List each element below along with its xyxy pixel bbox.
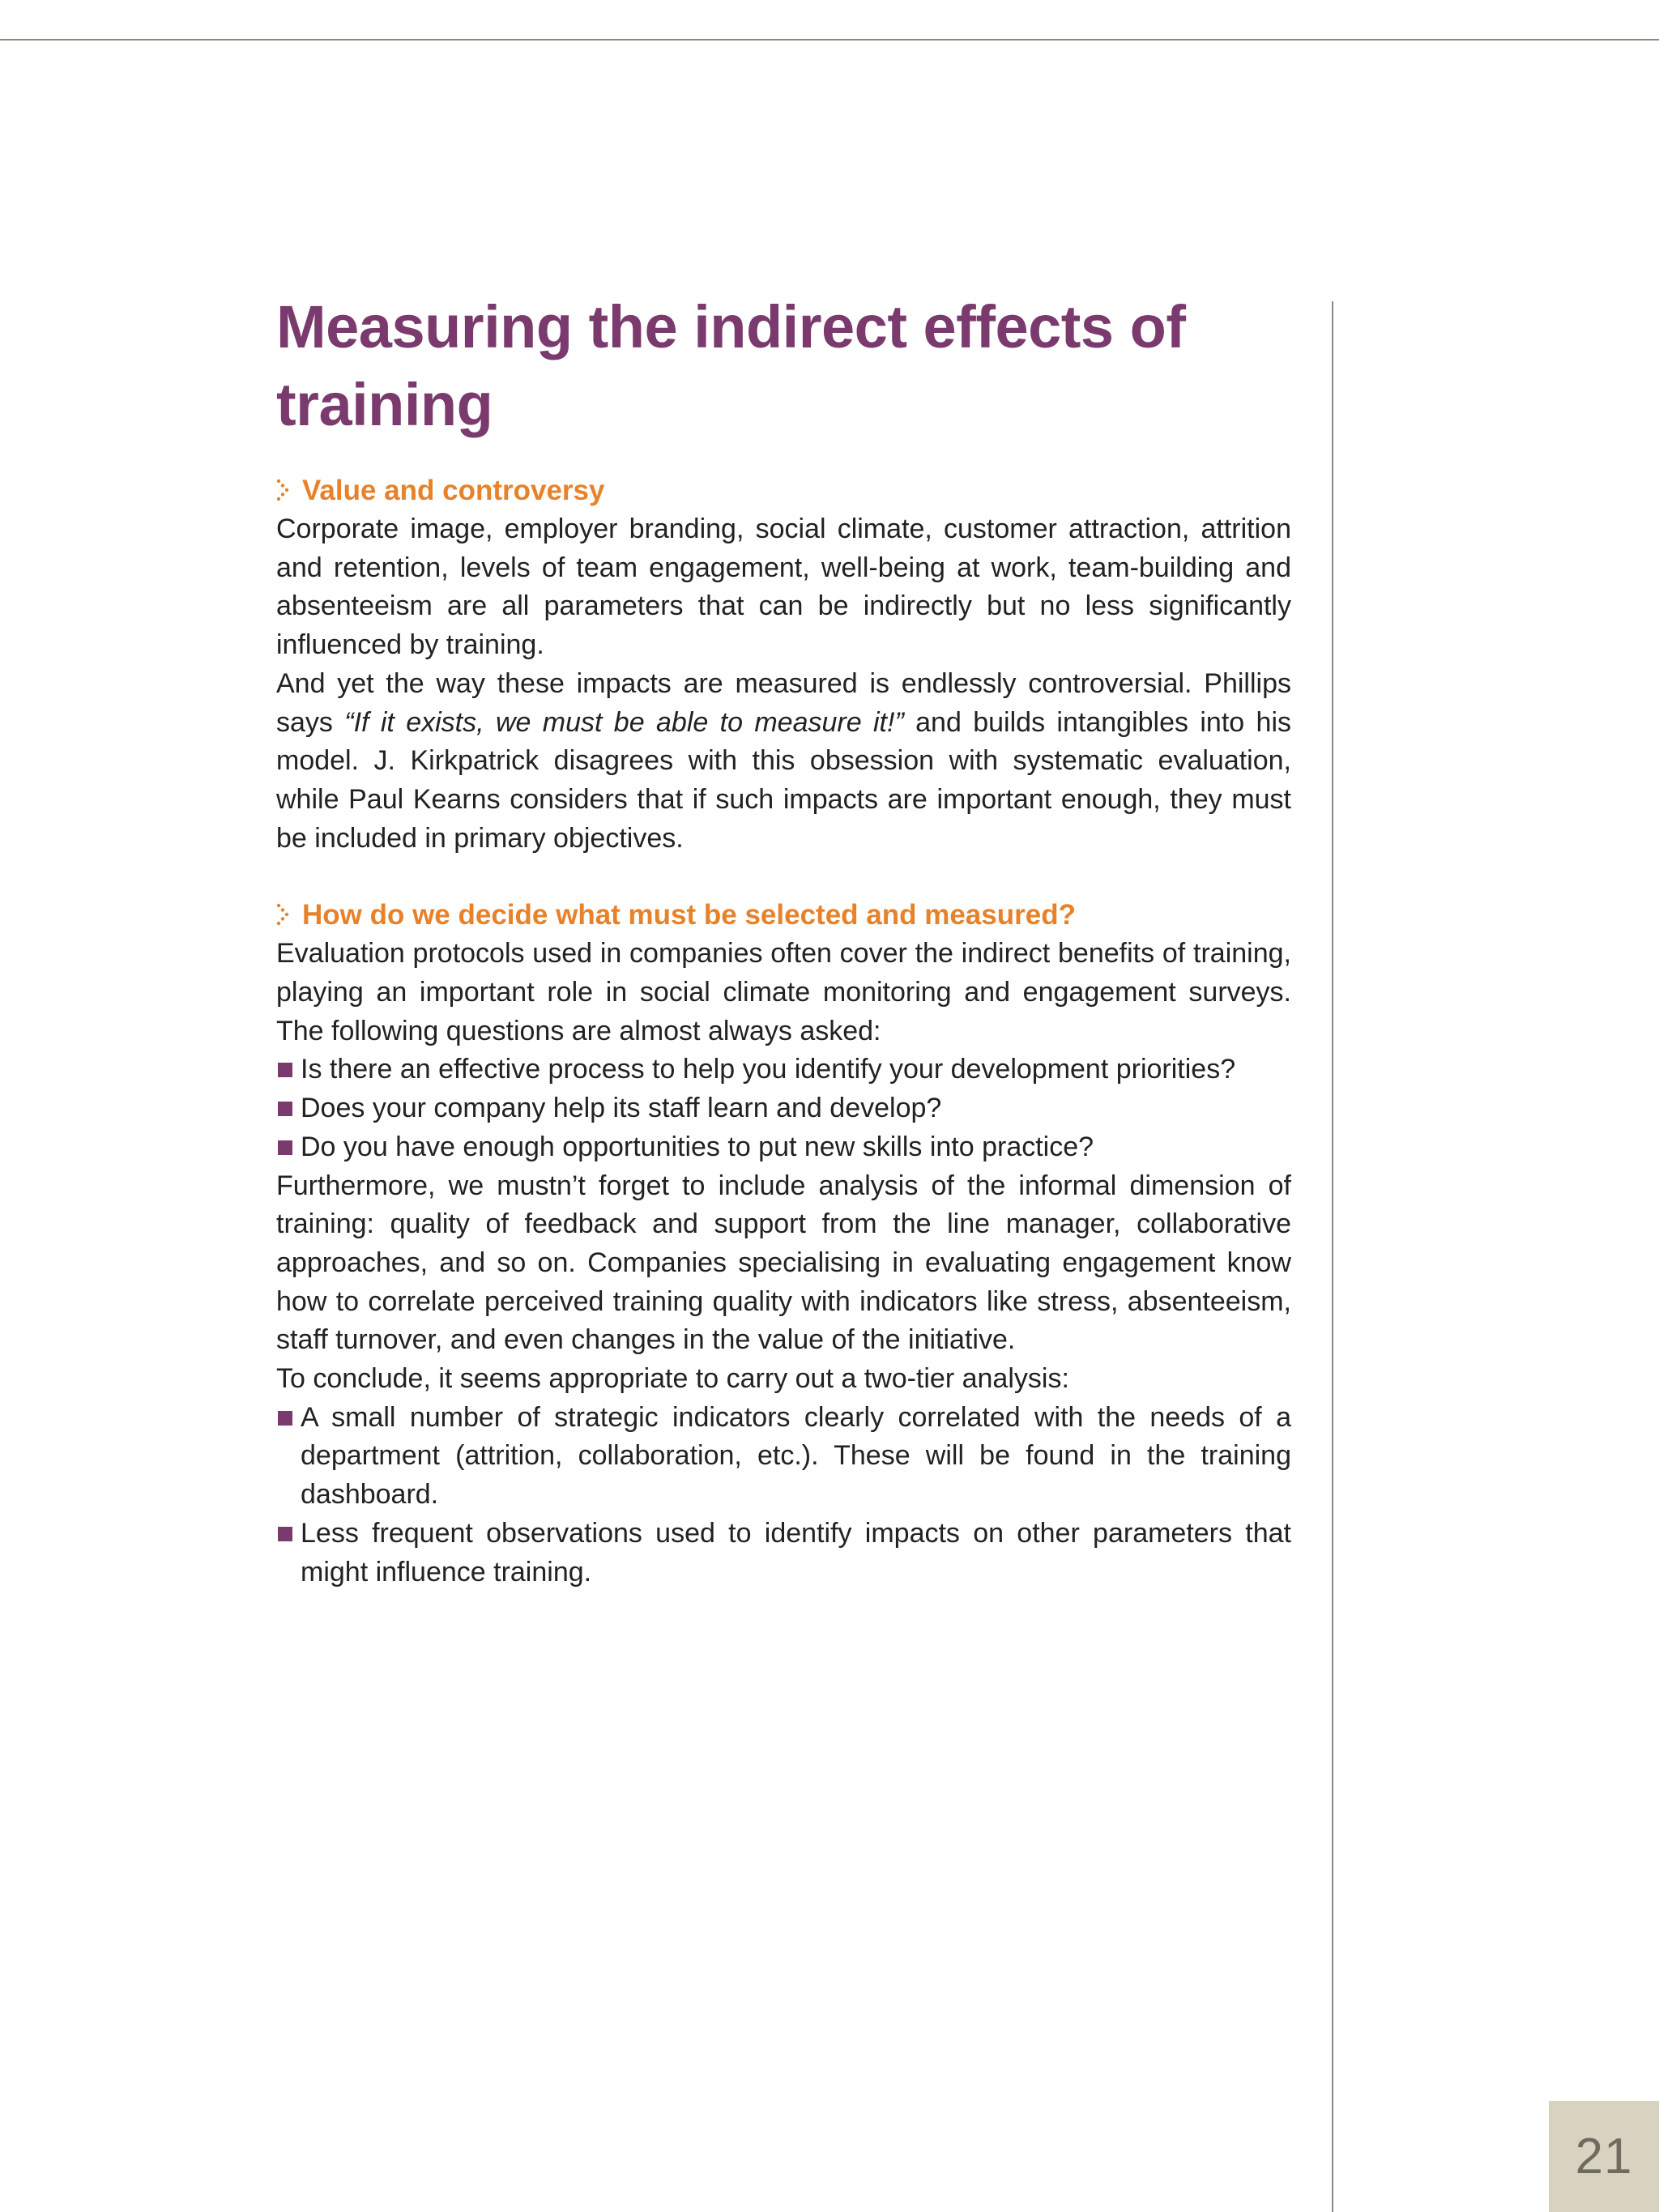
top-rule	[0, 39, 1659, 40]
square-bullet-icon	[278, 1102, 292, 1116]
page-number: 21	[1575, 2129, 1633, 2184]
list-item: Does your company help its staff learn and develop?	[276, 1089, 1291, 1128]
section-heading-text: Value and controversy	[302, 475, 605, 506]
list-item: A small number of strategic indicators clearly correlated with the needs of a department (attrition, collaboration, etc.). These will be found in the training dashboard.	[276, 1399, 1291, 1515]
list-item: Is there an effective process to help you identify your development priorities?	[276, 1051, 1291, 1089]
tiers-list	[276, 1399, 1291, 1592]
paragraph-controversy-start: And yet the way these impacts are measured is endlessly controversial. Phillips says	[276, 667, 1291, 738]
page-title: Measuring the indirect effects of training	[276, 293, 1186, 438]
questions-list	[276, 1051, 1291, 1166]
section-heading-text: How do we decide what must be selected and measured?	[302, 899, 1076, 931]
section-heading-value-controversy	[276, 471, 1291, 510]
column-rule	[1332, 301, 1333, 2212]
dotted-chevron-right-icon	[276, 901, 292, 929]
square-bullet-icon	[278, 1527, 292, 1541]
list-item: Less frequent observations used to identify impacts on other parameters that might influence training.	[276, 1515, 1291, 1592]
square-bullet-icon	[278, 1411, 292, 1426]
section-heading-selection	[276, 896, 1291, 935]
page-number-box	[1549, 2101, 1659, 2212]
paragraph-conclusion: To conclude, it seems appropriate to carry out a two-tier analysis:	[276, 1363, 1069, 1395]
list-item: Do you have enough opportunities to put new skills into practice?	[276, 1128, 1291, 1167]
paragraph-controversy	[276, 665, 1291, 859]
paragraph-evaluation-protocols: Evaluation protocols used in companies often cover the indirect benefits of training, playing an important role in social climate monitoring and engagement surveys. The following questions are almost always asked:	[276, 938, 1291, 1046]
article	[276, 288, 1291, 1592]
square-bullet-icon	[278, 1140, 292, 1155]
phillips-quote: “If it exists, we must be able to measure it!”	[344, 706, 904, 738]
paragraph-informal-dimension: Furthermore, we mustn’t forget to include analysis of the informal dimension of training: quality of feedback and support from the line manager, collaborative approaches, and so on. Companies specialising in evaluating engagement know how to correlate perceived training quality with indicators like stress, absenteeism, staff turnover, and even changes in the value of the initiative.	[276, 1170, 1291, 1356]
dotted-chevron-right-icon	[276, 477, 292, 505]
paragraph-controversy-end: and builds intangibles into his model. J. Kirkpatrick disagrees with this obsession with systematic evaluation, while Paul Kearns considers that if such impacts are important enough, they must be included in primary objectives.	[276, 706, 1292, 854]
square-bullet-icon	[278, 1063, 292, 1077]
paragraph-indirect-parameters: Corporate image, employer branding, social climate, customer attraction, attrition and retention, levels of team engagement, well-being at work, team-building and absenteeism are all parameters that can be indirectly but no less significantly influenced by training.	[276, 514, 1291, 661]
